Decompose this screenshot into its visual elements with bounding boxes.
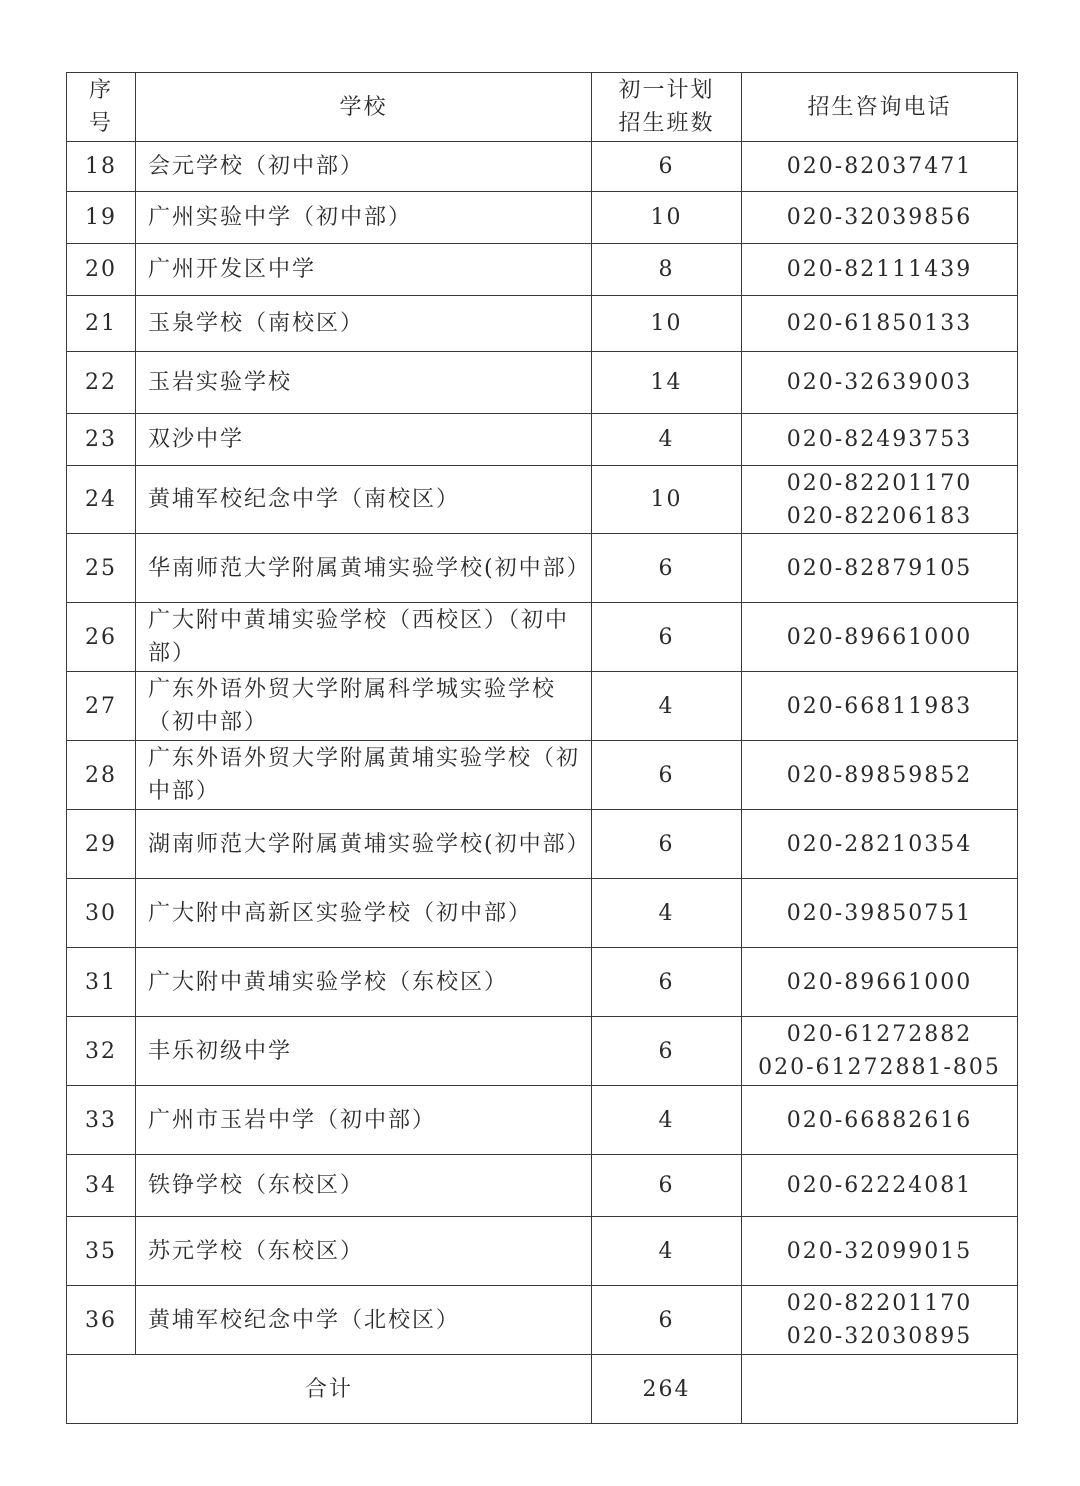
total-row: [67, 1355, 1018, 1424]
phone-number: 020-39850751: [786, 900, 973, 926]
phone-cell: [742, 352, 1018, 414]
serial-number: 32: [67, 1017, 136, 1086]
table-row: [67, 1155, 1018, 1217]
table-row: [67, 296, 1018, 352]
phone-cell: [742, 296, 1018, 352]
phone-cell: [742, 1155, 1018, 1217]
planned-classes: 14: [592, 352, 742, 414]
planned-classes: 10: [592, 192, 742, 244]
planned-classes: 6: [592, 1286, 742, 1355]
phone-number: 020-82493753: [786, 427, 973, 452]
phone-cell: [742, 244, 1018, 296]
planned-classes: 4: [592, 1086, 742, 1155]
table-row: [67, 948, 1018, 1017]
phone-number: 020-82111439: [786, 257, 973, 282]
total-phone: [742, 1355, 1018, 1424]
phone-cell: [742, 192, 1018, 244]
header-phone: 招生咨询电话: [742, 73, 1018, 142]
table-row: [67, 810, 1018, 879]
table-row: [67, 466, 1018, 534]
school-name: 黄埔军校纪念中学（南校区）: [136, 466, 592, 534]
header-serial-line1: 序: [88, 78, 113, 103]
enrollment-table: [66, 72, 1018, 1424]
phone-number: 020-82206183: [786, 503, 973, 529]
header-serial-number: [67, 73, 136, 142]
phone-cell: [742, 466, 1018, 534]
serial-number: 28: [67, 741, 136, 810]
phone-cell: [742, 1017, 1018, 1086]
table-row: [67, 1086, 1018, 1155]
header-serial-line2: 号: [88, 111, 113, 136]
serial-number: 26: [67, 603, 136, 672]
serial-number: 35: [67, 1217, 136, 1286]
serial-number: 29: [67, 810, 136, 879]
phone-number: 020-32030895: [786, 1324, 973, 1349]
school-name: 华南师范大学附属黄埔实验学校(初中部）: [136, 534, 592, 603]
planned-classes: 6: [592, 534, 742, 603]
phone-cell: [742, 948, 1018, 1017]
planned-classes: 6: [592, 142, 742, 192]
planned-classes: 6: [592, 603, 742, 672]
phone-number: 020-89661000: [786, 969, 973, 995]
phone-number: 020-28210354: [786, 831, 973, 857]
table-header-row: [67, 73, 1018, 142]
total-label: 合计: [67, 1355, 592, 1424]
phone-cell: [742, 1217, 1018, 1286]
phone-number: 020-61850133: [786, 311, 973, 336]
phone-cell: [742, 414, 1018, 466]
school-name: 黄埔军校纪念中学（北校区）: [136, 1286, 592, 1355]
school-name: 广东外语外贸大学附属黄埔实验学校（初中部）: [136, 741, 592, 810]
phone-cell: [742, 1286, 1018, 1355]
phone-number: 020-32039856: [786, 205, 973, 230]
serial-number: 21: [67, 296, 136, 352]
phone-number: 020-62224081: [786, 1173, 973, 1198]
school-name: 广大附中黄埔实验学校（东校区）: [136, 948, 592, 1017]
school-name: 铁铮学校（东校区）: [136, 1155, 592, 1217]
phone-number: 020-61272881-805: [758, 1055, 1001, 1080]
table-row: [67, 352, 1018, 414]
table-row: [67, 879, 1018, 948]
table-row: [67, 1217, 1018, 1286]
serial-number: 27: [67, 672, 136, 741]
serial-number: 24: [67, 466, 136, 534]
school-name: 广大附中黄埔实验学校（西校区）（初中部）: [136, 603, 592, 672]
phone-cell: [742, 879, 1018, 948]
school-name: 丰乐初级中学: [136, 1017, 592, 1086]
phone-number: 020-89661000: [786, 624, 973, 650]
school-name: 广大附中高新区实验学校（初中部）: [136, 879, 592, 948]
table-row: [67, 1017, 1018, 1086]
header-plan-line2: 招生班数: [618, 111, 715, 136]
planned-classes: 4: [592, 414, 742, 466]
planned-classes: 10: [592, 296, 742, 352]
planned-classes: 6: [592, 1155, 742, 1217]
phone-cell: [742, 534, 1018, 603]
serial-number: 18: [67, 142, 136, 192]
phone-number: 020-82201170: [786, 470, 973, 496]
phone-cell: [742, 142, 1018, 192]
school-name: 玉泉学校（南校区）: [136, 296, 592, 352]
planned-classes: 6: [592, 948, 742, 1017]
phone-number: 020-66882616: [786, 1107, 973, 1133]
planned-classes: 4: [592, 879, 742, 948]
table-row: [67, 192, 1018, 244]
planned-classes: 8: [592, 244, 742, 296]
planned-classes: 4: [592, 1217, 742, 1286]
planned-classes: 4: [592, 672, 742, 741]
phone-number: 020-32099015: [786, 1238, 973, 1264]
table-row: [67, 142, 1018, 192]
serial-number: 36: [67, 1286, 136, 1355]
table-row: [67, 672, 1018, 741]
serial-number: 31: [67, 948, 136, 1017]
school-name: 广东外语外贸大学附属科学城实验学校（初中部）: [136, 672, 592, 741]
table-row: [67, 1286, 1018, 1355]
table-row: [67, 741, 1018, 810]
phone-cell: [742, 810, 1018, 879]
table-row: [67, 244, 1018, 296]
table-row: [67, 603, 1018, 672]
serial-number: 22: [67, 352, 136, 414]
school-name: 会元学校（初中部）: [136, 142, 592, 192]
school-name: 广州实验中学（初中部）: [136, 192, 592, 244]
serial-number: 30: [67, 879, 136, 948]
school-name: 双沙中学: [136, 414, 592, 466]
school-name: 玉岩实验学校: [136, 352, 592, 414]
school-name: 广州市玉岩中学（初中部）: [136, 1086, 592, 1155]
table-row: [67, 534, 1018, 603]
serial-number: 19: [67, 192, 136, 244]
header-planned-classes: [592, 73, 742, 142]
phone-number: 020-89859852: [786, 762, 973, 788]
phone-number: 020-61272882: [786, 1022, 973, 1047]
phone-cell: [742, 741, 1018, 810]
serial-number: 34: [67, 1155, 136, 1217]
planned-classes: 10: [592, 466, 742, 534]
planned-classes: 6: [592, 741, 742, 810]
phone-number: 020-32639003: [786, 370, 973, 395]
table-row: [67, 414, 1018, 466]
phone-number: 020-66811983: [786, 693, 973, 719]
phone-cell: [742, 603, 1018, 672]
serial-number: 33: [67, 1086, 136, 1155]
serial-number: 25: [67, 534, 136, 603]
phone-number: 020-82037471: [786, 154, 973, 179]
phone-number: 020-82879105: [786, 555, 973, 581]
phone-cell: [742, 1086, 1018, 1155]
serial-number: 20: [67, 244, 136, 296]
planned-classes: 6: [592, 1017, 742, 1086]
total-classes: 264: [592, 1355, 742, 1424]
serial-number: 23: [67, 414, 136, 466]
school-name: 苏元学校（东校区）: [136, 1217, 592, 1286]
school-name: 湖南师范大学附属黄埔实验学校(初中部）: [136, 810, 592, 879]
header-plan-line1: 初一计划: [618, 78, 715, 103]
school-name: 广州开发区中学: [136, 244, 592, 296]
phone-cell: [742, 672, 1018, 741]
planned-classes: 6: [592, 810, 742, 879]
phone-number: 020-82201170: [786, 1291, 973, 1316]
header-school: 学校: [136, 73, 592, 142]
